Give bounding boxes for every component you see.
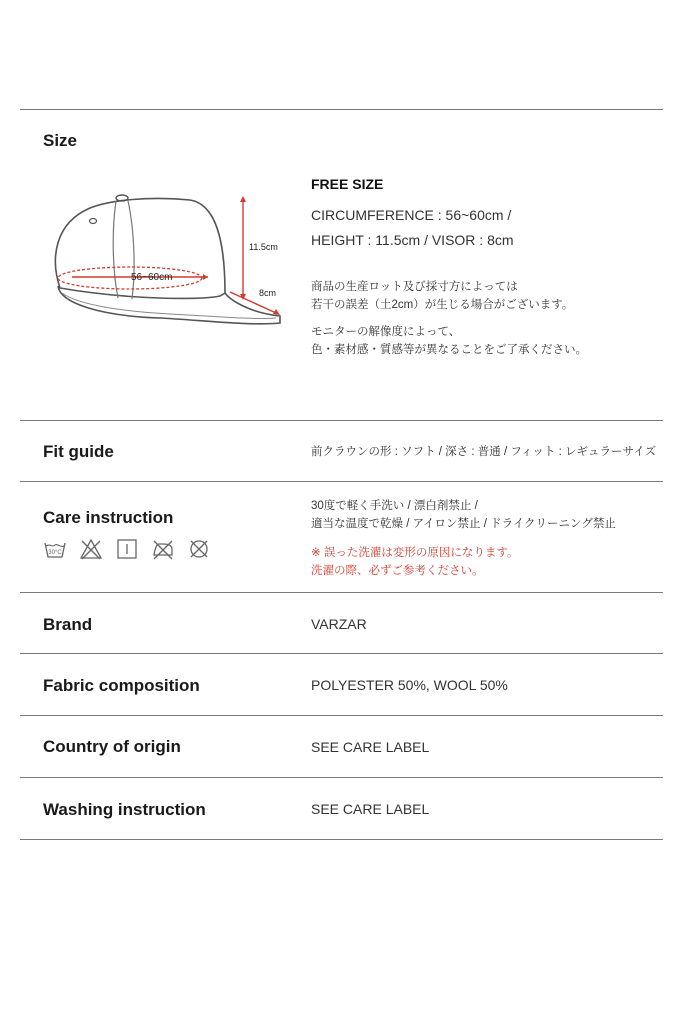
brand-label: Brand [43, 615, 93, 634]
divider [20, 109, 663, 110]
brand-value: VARZAR [311, 616, 367, 632]
size-heading: FREE SIZE [311, 176, 384, 192]
divider [20, 715, 663, 716]
size-line-2: HEIGHT : 11.5cm / VISOR : 8cm [311, 232, 514, 248]
fit-guide-value: 前クラウンの形 : ソフト / 深さ : 普通 / フィット : レギュラーサイズ [311, 446, 657, 458]
divider [20, 592, 663, 593]
cap-size-diagram [40, 188, 290, 338]
care-icons [43, 537, 211, 561]
no-bleach-icon [79, 537, 103, 561]
care-warning-1: ※ 誤った洗濯は変形の原因になります。 [311, 547, 519, 559]
care-warning-2: 洗濯の際、必ずご参考ください。 [311, 565, 484, 577]
size-line-1: CIRCUMFERENCE : 56~60cm / [311, 207, 512, 223]
divider [20, 481, 663, 482]
fabric-value: POLYESTER 50%, WOOL 50% [311, 677, 508, 693]
washing-label: Washing instruction [43, 800, 206, 819]
diagram-height-label: 11.5cm [249, 242, 278, 252]
washing-value: SEE CARE LABEL [311, 801, 430, 817]
origin-label: Country of origin [43, 737, 181, 756]
divider [20, 653, 663, 654]
origin-value: SEE CARE LABEL [311, 739, 430, 755]
no-dry-clean-icon [187, 537, 211, 561]
size-note-2a: モニターの解像度によって、 [311, 326, 461, 338]
diagram-visor-label: 8cm [259, 288, 277, 298]
divider [20, 839, 663, 840]
size-label: Size [43, 131, 78, 150]
fabric-label: Fabric composition [43, 676, 200, 695]
size-note-1a: 商品の生産ロット及び採寸方によっては [311, 281, 518, 293]
care-line-1: 30度で軽く手洗い / 漂白剤禁止 / [311, 500, 478, 512]
fit-guide-label: Fit guide [43, 442, 114, 461]
divider [20, 777, 663, 778]
size-note-1b: 若干の誤差（土2cm）が生じる場合がございます。 [311, 299, 574, 311]
tumble-dry-icon [115, 537, 139, 561]
hand-wash-30-icon [43, 537, 67, 561]
size-note-2b: 色・素材感・質感等が異なることをご了承ください。 [311, 344, 587, 356]
care-label: Care instruction [43, 508, 174, 527]
divider [20, 420, 663, 421]
care-line-2: 適当な温度で乾燥 / アイロン禁止 / ドライクリーニング禁止 [311, 518, 616, 530]
diagram-circumference-label: 56~60cm [131, 272, 173, 283]
no-iron-icon [151, 537, 175, 561]
wash-temp-label: 30°C [48, 550, 62, 556]
